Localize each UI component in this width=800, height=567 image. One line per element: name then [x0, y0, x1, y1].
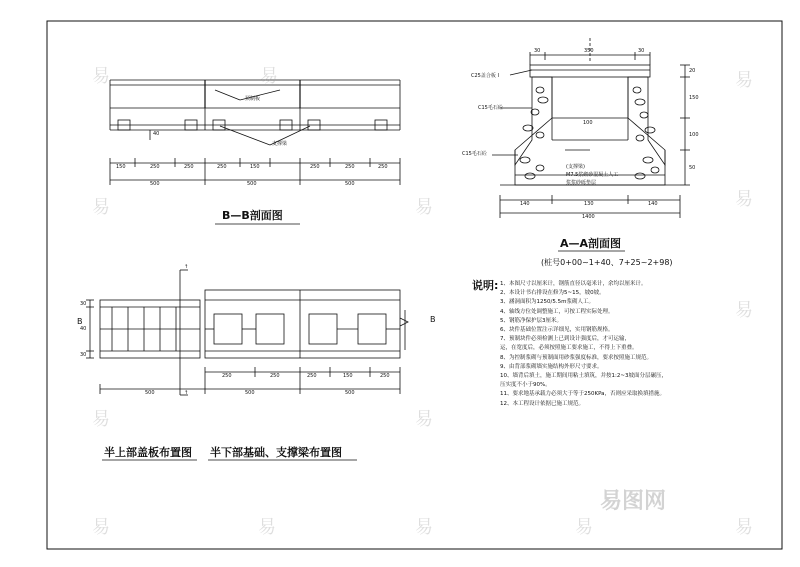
watermark-char: 易	[92, 197, 110, 218]
note-item: 7、预制块件必须检测上已到设计强度后，才可运输，	[500, 336, 631, 343]
bb-dim: 250	[378, 164, 388, 170]
plan-dim: 250	[380, 373, 390, 379]
aa-right-dim: 100	[689, 132, 699, 138]
bb-dim: 150	[250, 164, 260, 170]
section-bb-title: B—B剖面图	[222, 209, 283, 222]
watermark-char: 易	[735, 189, 753, 210]
aa-c15-masonry-label-2: C15毛石砼	[462, 151, 487, 157]
bb-dim: 250	[184, 164, 194, 170]
aa-mid-dim: 100	[583, 120, 593, 126]
watermark-char: 易	[735, 517, 753, 538]
note-item: 12、本工程设计依据已施工规范。	[500, 400, 584, 407]
aa-bottom-dim: 140	[648, 201, 658, 207]
aa-c25-slab-label: C25盖合板 I	[471, 73, 499, 79]
aa-top-dim: 350	[584, 48, 594, 54]
bb-total: 500	[150, 181, 160, 187]
aa-right-dim: 20	[689, 68, 696, 74]
plan-left-dim: 30	[80, 352, 87, 358]
plan-left-title: 半上部盖板布置图	[104, 446, 192, 459]
note-item: 11、要求地基承载力必须大于等于250KPa，否则应采取换填措施。	[500, 391, 666, 398]
plan-right-title: 半下部基础、支撑梁布置图	[210, 446, 342, 459]
note-item: 9、由背部浆砌墙实施结构外形尺寸要求。	[500, 363, 603, 370]
aa-sand-layer-label: 浆浆砂砾垫层	[566, 180, 597, 186]
plan-side-label-right: B	[430, 315, 436, 324]
bb-dim: 250	[217, 164, 227, 170]
watermark-char: 易	[92, 66, 110, 87]
note-item: 10、墙背后填土，施工期间用粘土填筑，并按1:2~3坡面分层碾压，	[500, 373, 667, 380]
plan-total: 500	[245, 390, 255, 396]
section-aa-title: A—A剖面图	[560, 237, 622, 250]
note-item: 压实度不小于90%。	[500, 382, 551, 389]
plan-dim: 250	[222, 373, 232, 379]
watermark-char: 易	[575, 517, 593, 538]
watermark-char: 易	[258, 517, 276, 538]
aa-bottom-total: 1400	[582, 214, 595, 220]
plan-section-mark-bottom: ↑	[184, 390, 189, 396]
aa-c15-masonry-label: C15毛石砼	[478, 105, 503, 111]
plan-drawing	[86, 270, 408, 395]
note-item: 1、本图尺寸以厘米计，钢筋直径以毫米计，余均以厘米计。	[500, 281, 647, 287]
note-item: 6、块件基础位置注示详细见，实用钢筋规格。	[500, 327, 614, 334]
watermark-char: 易	[415, 409, 433, 430]
note-item: 运，在宽度后，必须按照施工要求施工，不得上下重叠。	[500, 345, 638, 352]
watermark-char: 易	[260, 66, 278, 87]
bb-dim-40: 40	[153, 131, 160, 137]
watermark-char: 易	[92, 517, 110, 538]
aa-right-dim: 50	[689, 165, 696, 171]
watermark-char: 易	[92, 409, 110, 430]
bb-support-beam-label: 支撑梁	[272, 141, 288, 147]
watermark-char: 易	[735, 300, 753, 321]
bb-total: 500	[345, 181, 355, 187]
aa-mortar-label: M7.5浆砌砂混凝土人工	[566, 172, 619, 178]
note-item: 5、钢筋净保护层3厘米。	[500, 317, 562, 324]
watermark-char: 易	[415, 197, 433, 218]
section-aa-subtitle: (桩号0+00~1+40、7+25~2+98)	[541, 258, 673, 267]
plan-total: 500	[345, 390, 355, 396]
aa-support-beam-label: (支撑梁)	[566, 164, 585, 170]
watermark-char: 易	[415, 517, 433, 538]
plan-side-label-left: B	[77, 317, 83, 326]
aa-bottom-dim: 140	[520, 201, 530, 207]
note-item: 3、涵洞面积为1250/5.5m浆砌人工。	[500, 299, 594, 306]
note-item: 4、轴线方位处调整施工，可按工程实际处理。	[500, 308, 614, 315]
bb-total: 500	[247, 181, 257, 187]
bb-precast-slab-label: 预制板	[245, 96, 261, 102]
watermark-char: 易	[735, 70, 753, 91]
note-item: 2、本设计书右排设在修为5~15，坡0坡。	[500, 290, 605, 297]
plan-left-dim: 30	[80, 301, 87, 307]
plan-total: 500	[145, 390, 155, 396]
plan-left-dim: 40	[80, 326, 87, 332]
aa-right-dim: 150	[689, 95, 699, 101]
plan-dim: 250	[307, 373, 317, 379]
plan-section-mark-top: ↑	[184, 264, 189, 270]
bb-dim: 250	[310, 164, 320, 170]
notes-heading: 说明:	[472, 279, 499, 292]
brand-watermark: 易图网	[600, 489, 667, 514]
plan-dim: 250	[270, 373, 280, 379]
bb-dim: 250	[345, 164, 355, 170]
plan-dim: 150	[343, 373, 353, 379]
note-item: 8、为控制浆砌与预制面用砂浆强度标准，要求按照施工规范。	[500, 354, 653, 361]
aa-top-dim: 30	[638, 48, 645, 54]
aa-bottom-dim: 130	[584, 201, 594, 207]
notes-list	[500, 280, 750, 409]
bb-dim: 250	[150, 164, 160, 170]
bb-dim: 150	[116, 164, 126, 170]
section-aa-drawing	[492, 38, 690, 218]
aa-top-dim: 30	[534, 48, 541, 54]
